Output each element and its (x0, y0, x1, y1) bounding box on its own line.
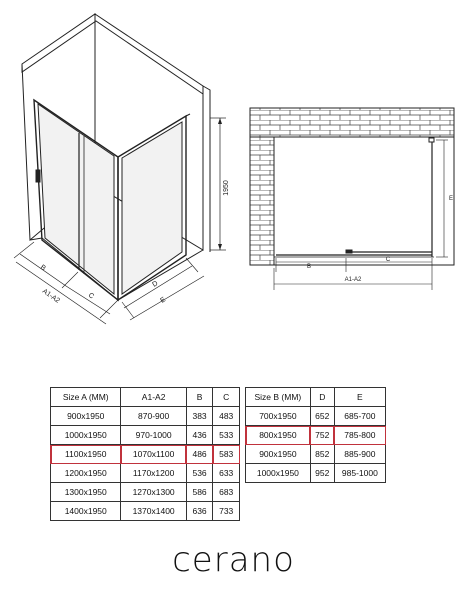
table-cell: 1200x1950 (51, 464, 121, 483)
table-cell: 885-900 (334, 445, 385, 464)
table-b-row (246, 445, 386, 464)
table-b-row (246, 464, 386, 483)
table-cell: 486 (186, 445, 213, 464)
table-a-row-highlighted (51, 445, 240, 464)
table-b-header: E (334, 388, 385, 407)
table-a-header: A1-A2 (121, 388, 186, 407)
plan-wall-top (250, 108, 454, 137)
table-b-header: Size B (MM) (246, 388, 311, 407)
brand-logo-text: cerano (172, 540, 295, 580)
plan-c-label: C (385, 257, 391, 263)
table-cell: 652 (310, 407, 334, 426)
iso-a-label: A1-A2 (40, 287, 61, 305)
iso-e-label: E (159, 296, 168, 305)
table-cell: 1300x1950 (51, 483, 121, 502)
table-cell: 970-1000 (121, 426, 186, 445)
table-cell: 536 (186, 464, 213, 483)
table-cell: 1370x1400 (121, 502, 186, 521)
table-b-header-row (246, 388, 386, 407)
table-a-header: B (186, 388, 213, 407)
table-cell: 533 (213, 426, 240, 445)
table-cell: 1270x1300 (121, 483, 186, 502)
table-a-header: C (213, 388, 240, 407)
table-cell: 636 (186, 502, 213, 521)
table-cell: 800x1950 (246, 426, 311, 445)
table-cell: 1000x1950 (246, 464, 311, 483)
table-cell: 1170x1200 (121, 464, 186, 483)
table-cell: 1070x1100 (121, 445, 186, 464)
plan-wall-left (250, 137, 274, 265)
table-a-row (51, 464, 240, 483)
table-cell: 1100x1950 (51, 445, 121, 464)
table-b-header: D (310, 388, 334, 407)
table-cell: 1400x1950 (51, 502, 121, 521)
plan-a-label: A1-A2 (344, 277, 362, 283)
plan-e-label: E (449, 196, 454, 202)
table-cell: 683 (213, 483, 240, 502)
table-cell: 1000x1950 (51, 426, 121, 445)
table-a-header-row (51, 388, 240, 407)
iso-b-label: B (38, 263, 47, 273)
table-a-row (51, 407, 240, 426)
table-cell: 483 (213, 407, 240, 426)
table-cell: 733 (213, 502, 240, 521)
table-cell: 785-800 (334, 426, 385, 445)
iso-d-label: D (151, 280, 160, 289)
iso-c-label: C (86, 291, 96, 301)
plan-b-label: B (306, 264, 312, 270)
size-a-table (50, 387, 240, 521)
table-cell: 685-700 (334, 407, 385, 426)
plan-view (250, 108, 454, 290)
table-cell: 700x1950 (246, 407, 311, 426)
table-cell: 586 (186, 483, 213, 502)
table-cell: 952 (310, 464, 334, 483)
table-cell: 852 (310, 445, 334, 464)
iso-height-label: 1950 (223, 180, 230, 196)
table-a-row (51, 502, 240, 521)
table-cell: 752 (310, 426, 334, 445)
table-cell: 870-900 (121, 407, 186, 426)
table-a-row (51, 483, 240, 502)
table-cell: 900x1950 (51, 407, 121, 426)
table-a-header: Size A (MM) (51, 388, 121, 407)
table-cell: 583 (213, 445, 240, 464)
table-a-row (51, 426, 240, 445)
table-b-row-highlighted (246, 426, 386, 445)
table-cell: 383 (186, 407, 213, 426)
size-b-table (245, 387, 386, 483)
table-cell: 900x1950 (246, 445, 311, 464)
table-b-row (246, 407, 386, 426)
table-cell: 436 (186, 426, 213, 445)
table-cell: 633 (213, 464, 240, 483)
isometric-view (14, 14, 226, 324)
table-cell: 985-1000 (334, 464, 385, 483)
